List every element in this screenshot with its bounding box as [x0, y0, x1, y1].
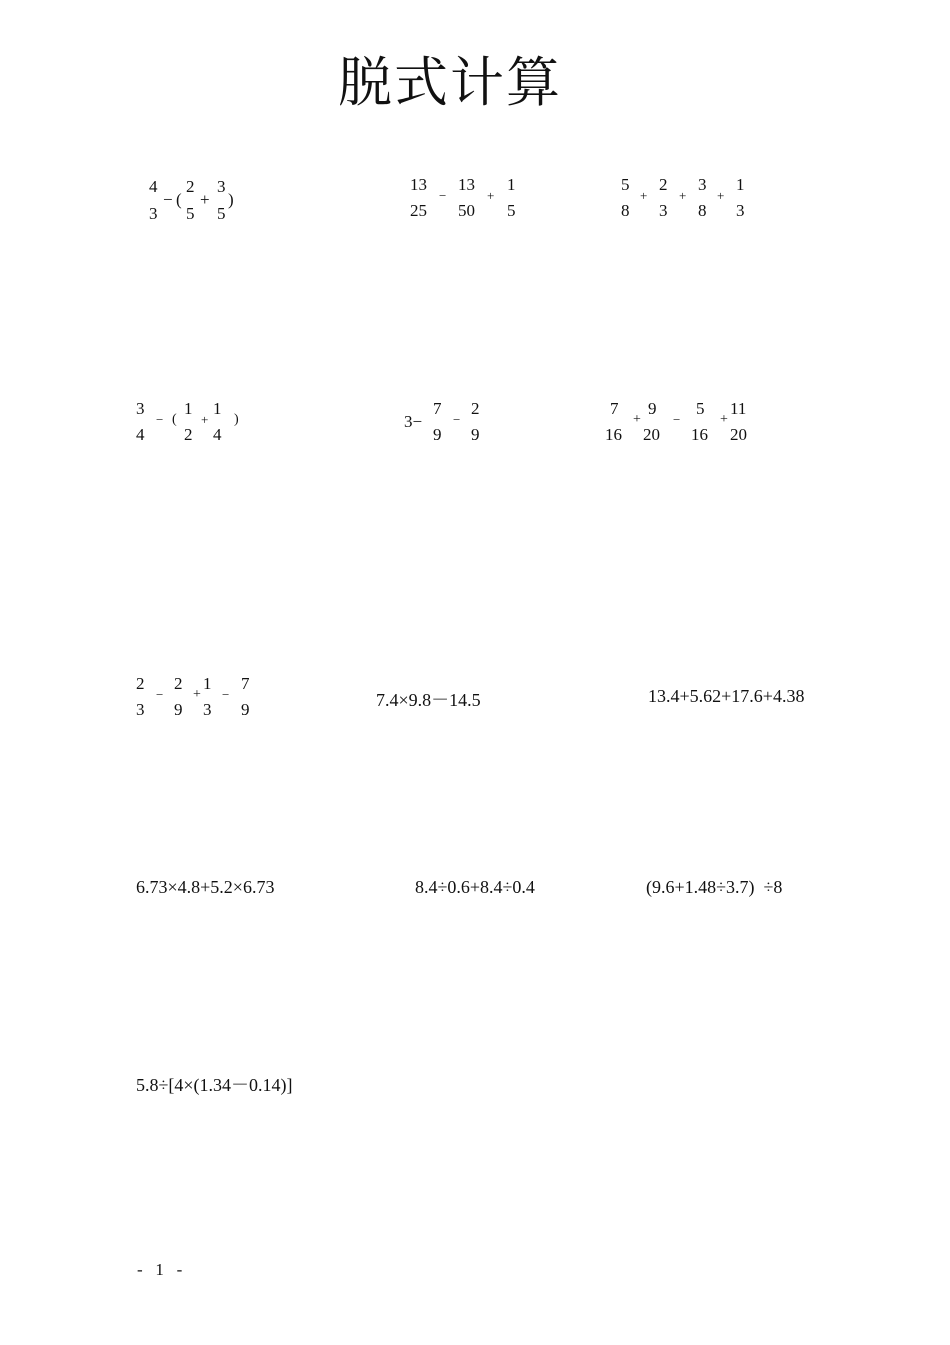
operator: +	[200, 190, 210, 209]
operator: +	[640, 188, 648, 203]
denominator: 2	[184, 425, 193, 444]
denominator: 16	[605, 425, 622, 444]
problem-10: 6.73×4.8+5.2×6.73	[136, 877, 275, 897]
page-title: 脱式计算	[338, 51, 562, 114]
numerator: 3	[217, 177, 226, 196]
denominator: 4	[213, 425, 222, 444]
denominator: 9	[174, 700, 183, 719]
denominator: 3	[736, 201, 745, 220]
numerator: 7	[610, 399, 619, 418]
problem-13: 5.8÷[4×(1.34－0.14)]	[136, 1075, 293, 1095]
numerator: 2	[471, 399, 480, 418]
numerator: 1	[184, 399, 193, 418]
numerator: 5	[696, 399, 705, 418]
denominator: 50	[458, 201, 475, 220]
numerator: 3	[136, 399, 145, 418]
denominator: 9	[433, 425, 442, 444]
numerator: 11	[730, 399, 747, 418]
denominator: 5	[507, 201, 516, 220]
operator: −	[673, 412, 681, 427]
numerator: 7	[433, 399, 442, 418]
numerator: 13	[458, 175, 475, 194]
operator: +	[679, 188, 687, 203]
operator: +	[633, 412, 641, 427]
numerator: 3	[698, 175, 707, 194]
numerator: 2	[136, 674, 145, 693]
operator: +	[201, 412, 209, 427]
denominator: 3	[149, 204, 158, 223]
operator: +	[717, 188, 725, 203]
denominator: 5	[217, 204, 226, 223]
problem-12: (9.6+1.48÷3.7) ÷8	[646, 877, 783, 897]
numerator: 1	[507, 175, 516, 194]
operator: −	[156, 687, 164, 702]
numerator: 1	[736, 175, 745, 194]
denominator: 3	[659, 201, 668, 220]
denominator: 3	[136, 700, 145, 719]
problem-11: 8.4÷0.6+8.4÷0.4	[415, 877, 535, 897]
denominator: 8	[621, 201, 630, 220]
denominator: 25	[410, 201, 427, 220]
denominator: 3	[203, 700, 212, 719]
operator: −	[156, 412, 164, 427]
denominator: 9	[471, 425, 480, 444]
denominator: 5	[186, 204, 195, 223]
operator: −	[453, 412, 461, 427]
denominator: 20	[643, 425, 660, 444]
close-paren: )	[228, 190, 234, 209]
whole-number: 3−	[404, 412, 423, 431]
operator: −	[163, 190, 173, 209]
operator: −	[222, 687, 230, 702]
problem-8: 7.4×9.8－14.5	[376, 690, 481, 710]
denominator: 4	[136, 425, 145, 444]
numerator: 4	[149, 177, 158, 196]
numerator: 9	[648, 399, 657, 418]
numerator: 2	[174, 674, 183, 693]
close-paren: )	[234, 412, 239, 427]
numerator: 13	[410, 175, 427, 194]
numerator: 2	[659, 175, 668, 194]
operator: +	[193, 687, 201, 702]
numerator: 5	[621, 175, 630, 194]
numerator: 1	[213, 399, 222, 418]
operator: −	[439, 188, 447, 203]
open-paren: (	[172, 412, 177, 427]
numerator: 7	[241, 674, 250, 693]
denominator: 20	[730, 425, 747, 444]
denominator: 9	[241, 700, 250, 719]
page-number: - 1 -	[137, 1260, 183, 1279]
operator: +	[487, 188, 495, 203]
denominator: 8	[698, 201, 707, 220]
numerator: 1	[203, 674, 212, 693]
denominator: 16	[691, 425, 708, 444]
open-paren: (	[176, 190, 182, 209]
problem-9: 13.4+5.62+17.6+4.38	[648, 686, 805, 706]
numerator: 2	[186, 177, 195, 196]
operator: +	[720, 412, 728, 427]
